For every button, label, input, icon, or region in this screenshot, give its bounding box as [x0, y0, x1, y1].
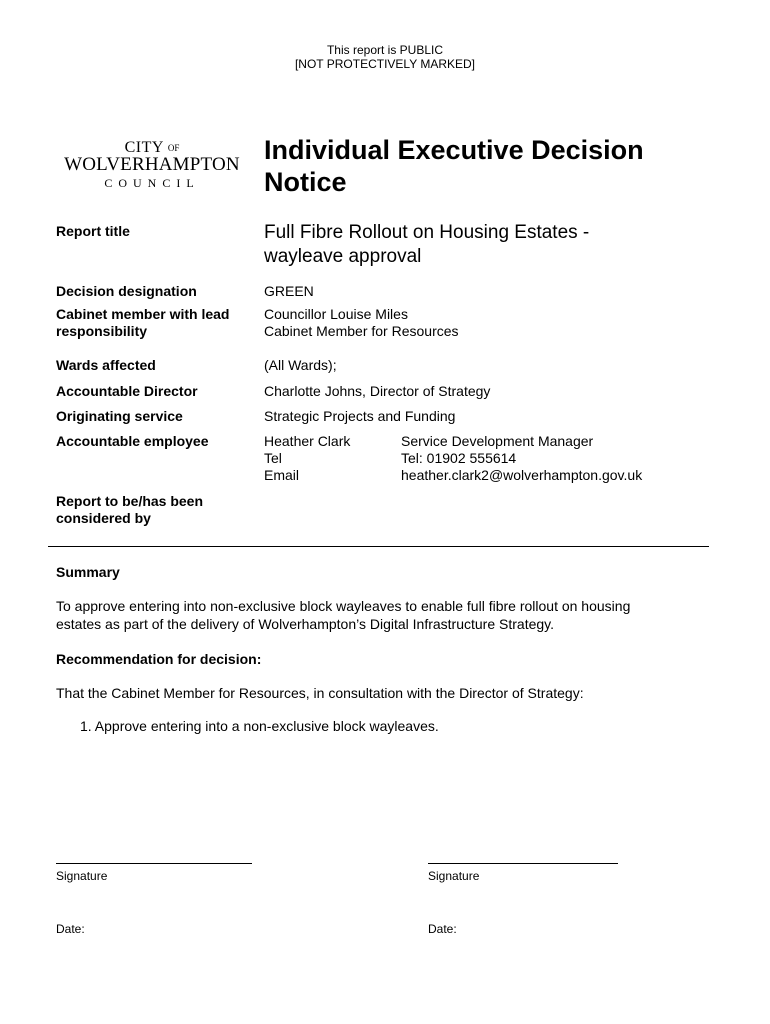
classification-header — [0, 43, 770, 71]
director-value: Charlotte Johns, Director of Strategy — [264, 383, 491, 399]
logo-name: WOLVERHAMPTON — [64, 154, 240, 175]
report-title-label: Report title — [56, 223, 130, 239]
employee-role: Service Development Manager — [401, 433, 594, 449]
page-title: Individual Executive Decision Notice — [264, 135, 644, 197]
signature-line-right — [428, 863, 618, 864]
service-label: Originating service — [56, 408, 183, 424]
employee-contact-values — [401, 433, 721, 484]
section-divider — [48, 546, 709, 547]
email-label: Email — [264, 467, 300, 483]
cabinet-member-label: Cabinet member with lead responsibility — [56, 306, 230, 339]
recommendation-heading: Recommendation for decision: — [56, 651, 262, 667]
signature-label-right: Signature — [428, 869, 480, 883]
employee-label: Accountable employee — [56, 433, 209, 449]
council-logo — [62, 140, 242, 192]
cabinet-member-value: Councillor Louise Miles Cabinet Member for Resources — [264, 306, 459, 339]
classification-line-public: This report is PUBLIC — [326, 43, 444, 57]
classification-line-marking: [NOT PROTECTIVELY MARKED] — [294, 57, 476, 71]
logo-city: CITY $^{OF}$ — [124, 139, 180, 156]
designation-value: GREEN — [264, 283, 314, 299]
date-label-left: Date: — [56, 922, 85, 936]
recommendation-intro: That the Cabinet Member for Resources, in consultation with the Director of Strategy: — [56, 685, 584, 701]
employee-contact-labels — [264, 433, 394, 484]
employee-name: Heather Clark — [264, 433, 351, 449]
wards-value: (All Wards); — [264, 357, 337, 373]
considered-by-label: Report to be/has been considered by — [56, 493, 204, 526]
email-value[interactable]: heather.clark2@wolverhampton.gov.uk — [401, 467, 643, 483]
wards-label: Wards affected — [56, 357, 156, 373]
designation-label: Decision designation — [56, 283, 197, 299]
tel-value: Tel: 01902 555614 — [401, 450, 517, 466]
tel-label: Tel — [264, 450, 282, 466]
recommendation-item-1: 1. Approve entering into a non-exclusive block wayleaves. — [80, 718, 439, 734]
director-label: Accountable Director — [56, 383, 198, 399]
logo-council: COUNCIL — [104, 176, 200, 190]
summary-heading: Summary — [56, 564, 120, 580]
summary-text: To approve entering into non-exclusive block wayleaves to enable full fibre rollout on housing estates as part of the delivery of Wolverhampton’s Digital Infrastructure Strategy. — [56, 598, 631, 632]
date-label-right: Date: — [428, 922, 457, 936]
signature-label-left: Signature — [56, 869, 108, 883]
signature-line-left — [56, 863, 252, 864]
service-value: Strategic Projects and Funding — [264, 408, 456, 424]
report-title-value: Full Fibre Rollout on Housing Estates - wayleave approval — [264, 222, 590, 267]
